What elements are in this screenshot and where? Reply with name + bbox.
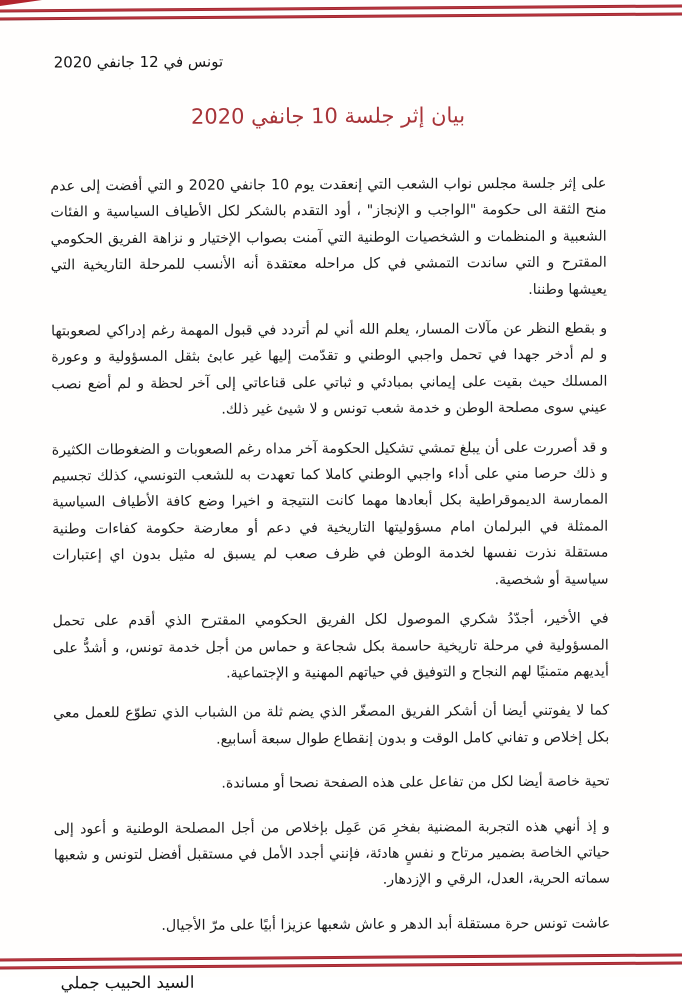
paragraph-6: تحية خاصة أيضا لكل من تفاعل على هذه الصفحة نصحا أو مساندة.: [221, 773, 610, 792]
paragraph-4: في الأخير، أجدّدُ شكري الموصول لكل الفريق الحكومي المقترح الذي أقدم على تحمل المسؤولية في مرحلة تاريخية حاسمة بكل شجاعة و حماس من أجل خدمة تونس، و أشدُّ على أيديهم متمنيًا لهم النجاح و التوفيق في حياتهم المهنية و الإجتماعية.: [52, 610, 609, 682]
signature: السيد الحبيب جملي: [60, 972, 195, 993]
page-title: بيان إثر جلسة 10 جانفي 2020: [190, 103, 466, 129]
paragraph-3: و قد أصررت على أن يبلغ تمشي تشكيل الحكومة آخر مداه رغم الصعوبات و الضغوطات الكثيرة و ذلك حرصا مني على أداء واجبي الوطني كاملا كما تعهدت به للشعب التونسي، كذلك تجسيم الممارسة الديموقراطية بكل أبعادها مهما كانت النتيجة و اخيرا وضع كافة الأطياف السياسية الممثلة في البرلمان امام مسؤوليتها التاريخية في دعم أو معارضة حكومة كفاءات وطنية مستقلة نذرت نفسها لخدمة الوطن في ظرف صعب لم يسبق له مثيل بدون اي إعتبارات سياسية أو شخصية.: [51, 439, 609, 588]
date-line: تونس في 12 جانفي 2020: [53, 52, 224, 72]
body-paragraphs: [50, 171, 610, 940]
paragraph-5: كما لا يفوتني أيضا أن أشكر الفريق المصغّر الذي يضم ثلة من الشباب الذي تطوّع للعمل معي بكل إخلاص و تفاني كامل الوقت و بدون إنقطاع طوال سبعة أسابيع.: [53, 702, 610, 748]
paragraph-1: على إثر جلسة مجلس نواب الشعب التي إنعقدت يوم 10 جانفي 2020 و التي أفضت إلى عدم منح الثقة الى حكومة "الواجب و الإنجاز" ، أود التقدم بالشكر لكل الأطياف السياسية و الفئات الشعبية و المنظمات و الشخصيات الوطنية التي آمنت بصواب الإختيار و نزاهة الفريق الحكومي المقترح و التي ساندت التمشي في كل مراحله معتقدة أنه الأنسب للمرحلة التاريخية التي يعيشها وطننا.: [50, 175, 607, 298]
paragraph-8: عاشت تونس حرة مستقلة أبد الدهر و عاش شعبها عزيزا أبيًا على مرّ الأجيال.: [161, 915, 611, 934]
paragraph-2: و بقطع النظر عن مآلات المسار، يعلم الله أني لم أتردد في قبول المهمة رغم إدراكي لصعوبتها و لم أدخر جهدا في تحمل واجبي الوطني و تقدّمت إليها غير عابئ بثقل المسؤولية و وعورة المسلك حيث بقيت على إيماني بمبادئي و ثباتي على قناعاتي إلى آخر لحظة و لم أضع نصب عيني سوى مصلحة الوطن و خدمة شعب تونس و لا شيئ غير ذلك.: [51, 320, 608, 418]
paragraph-7: و إذ أنهي هذه التجربة المضنية بفخرِ مَن عَمِل بإخلاص من أجل المصلحة الوطنية و أعود إلى حياتي الخاصة بضمير مرتاح و نفسٍ هادئة، فإنني أجدد الأمل في مستقبل أفضل لتونس و شعبها سماته الحرية، العدل، الرقي و الإزدهار.: [53, 818, 611, 889]
